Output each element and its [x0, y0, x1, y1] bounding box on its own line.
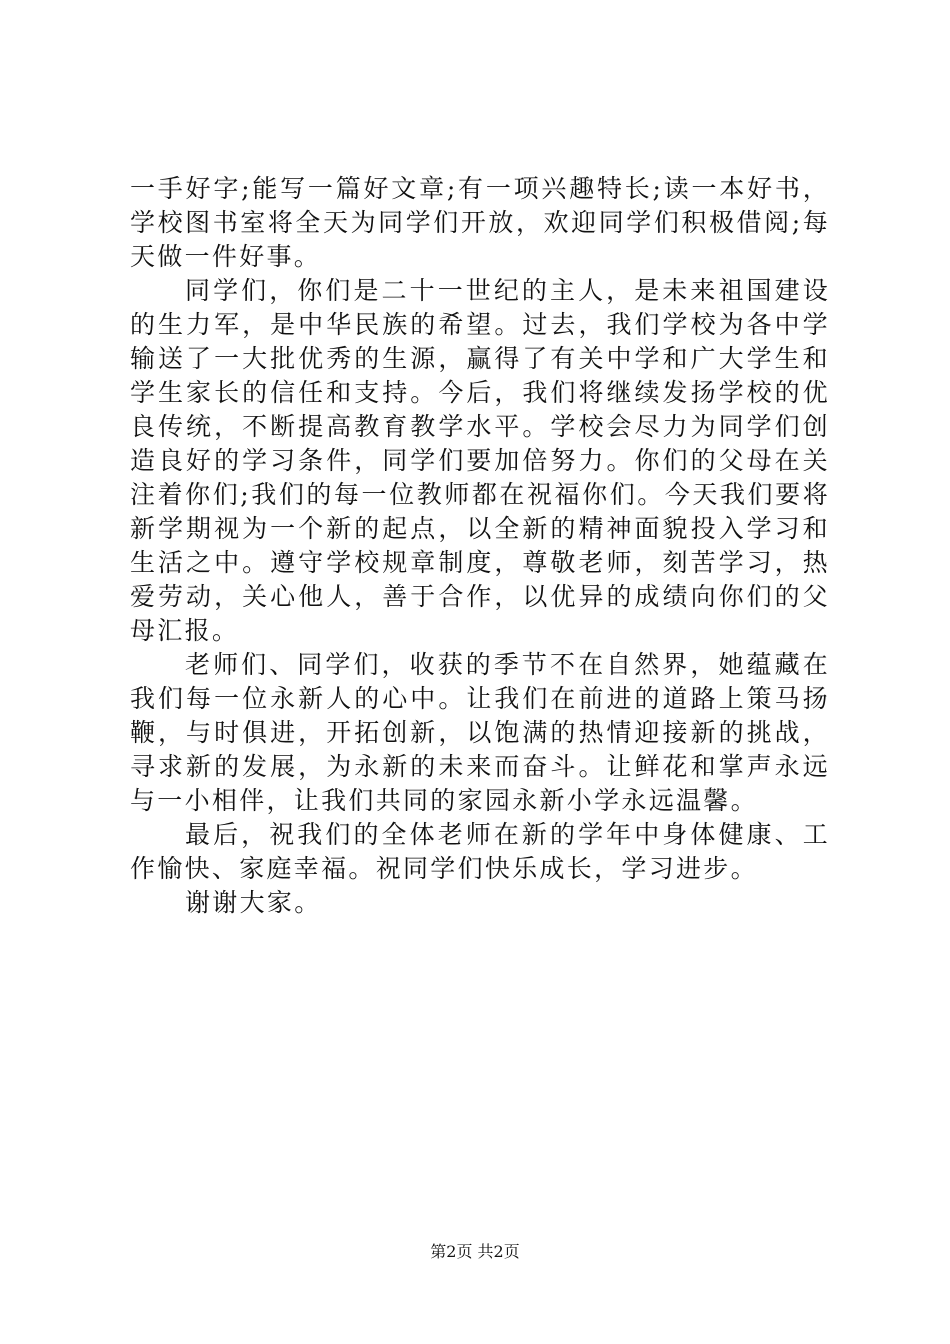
paragraph-students: 同学们，你们是二十一世纪的主人，是未来祖国建设的生力军，是中华民族的希望。过去，我们学校为各中学输送了一大批优秀的生源，赢得了有关中学和广大学生和学生家长的信任和支持。今后，我们将继续发扬学校的优良传统，不断提高教育教学水平。学校会尽力为同学们创造良好的学习条件，同学们要加倍努力。你们的父母在关注着你们;我们的每一位教师都在祝福你们。今天我们要将新学期视为一个新的起点，以全新的精神面貌投入学习和生活之中。遵守学校规章制度，尊敬老师，刻苦学习，热爱劳动，关心他人，善于合作，以优异的成绩向你们的父母汇报。	[130, 276, 830, 645]
paragraph-thanks: 谢谢大家。	[185, 888, 322, 917]
paragraph-harvest: 老师们、同学们，收获的季节不在自然界，她蕴藏在我们每一位永新人的心中。让我们在前进的道路上策马扬鞭，与时俱进，开拓创新，以饱满的热情迎接新的挑战，寻求新的发展，为永新的未来而奋斗。让鲜花和掌声永远与一小相伴，让我们共同的家园永新小学永远温馨。	[130, 650, 830, 815]
page-number-footer: 第2页 共2页	[430, 1242, 520, 1261]
paragraph-continued: 一手好字;能写一篇好文章;有一项兴趣特长;读一本好书，学校图书室将全天为同学们开放，欢迎同学们积极借阅;每天做一件好事。	[130, 174, 830, 271]
paragraph-wishes: 最后，祝我们的全体老师在新的学年中身体健康、工作愉快、家庭幸福。祝同学们快乐成长，学习进步。	[130, 820, 830, 883]
document-body	[130, 172, 830, 920]
